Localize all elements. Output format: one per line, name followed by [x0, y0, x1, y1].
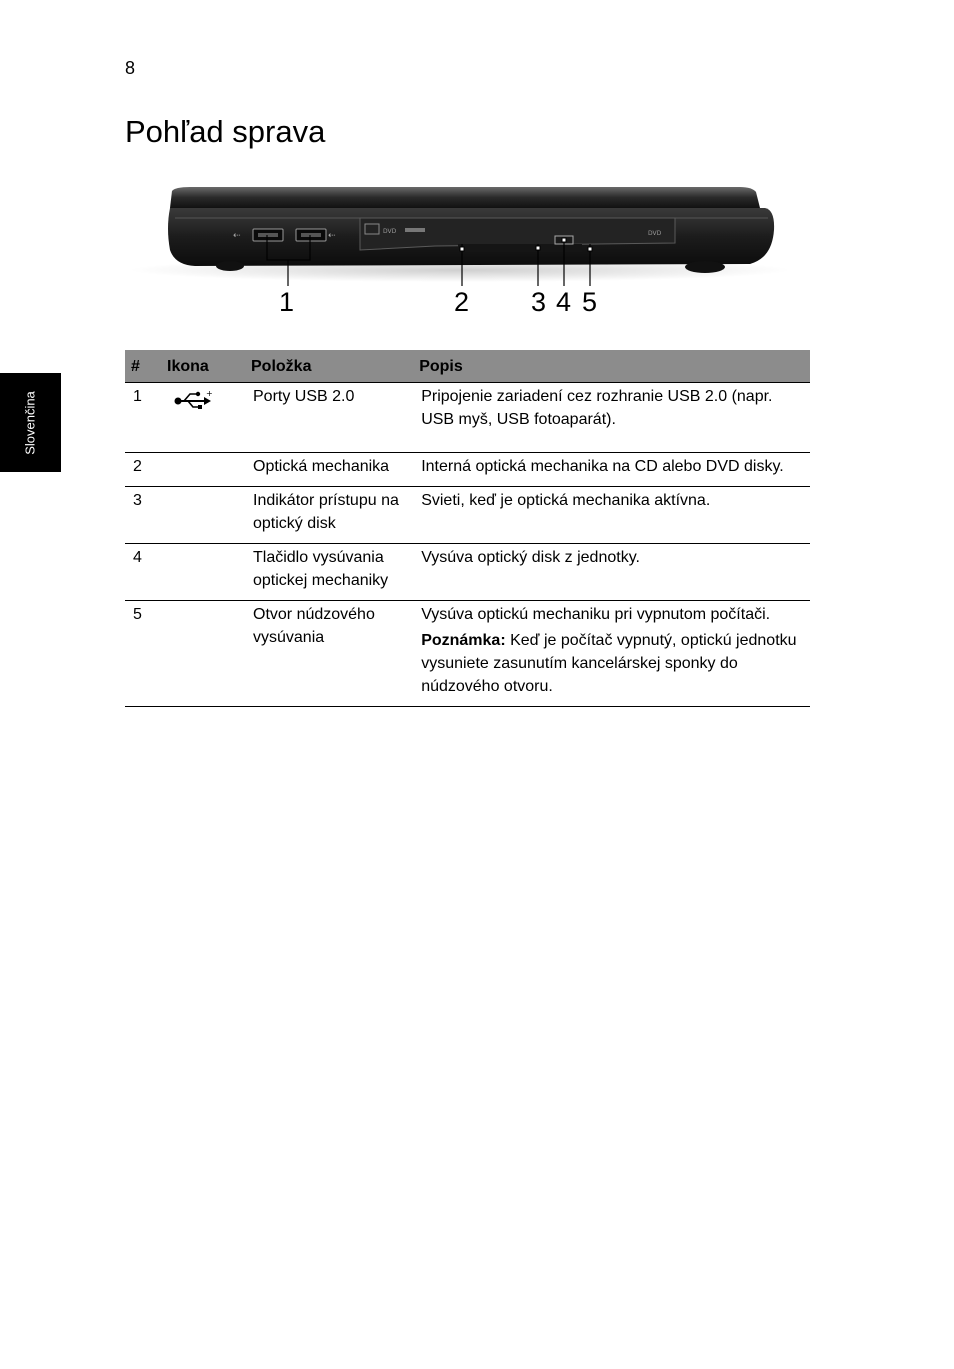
svg-text:⇠: ⇠ [328, 231, 336, 241]
header-desc: Popis [413, 350, 810, 383]
row-icon-cell [161, 487, 245, 544]
row-num: 3 [125, 487, 161, 544]
row-icon-cell [161, 544, 245, 601]
callout-3: 3 [531, 287, 547, 317]
callout-1: 1 [279, 287, 295, 317]
language-label: Slovenčina [22, 391, 38, 455]
row-desc: Vysúva optickú mechaniku pri vypnutom počítači. [421, 606, 771, 623]
svg-text:⇠: ⇠ [233, 231, 241, 241]
row-desc: Svieti, keď je optická mechanika aktívna. [413, 487, 810, 544]
row-icon-cell [161, 601, 245, 707]
row-item: Otvor núdzového vysúvania [245, 601, 413, 707]
svg-text:+: + [206, 389, 213, 398]
table-row [125, 544, 810, 601]
callout-5: 5 [582, 287, 598, 317]
row-icon-cell [161, 453, 245, 487]
note-text: Keď je počítač vypnutý, optickú jednotku vysuniete zasunutím kancelárskej sponky do núdzového otvoru. [421, 632, 797, 695]
svg-text:DVD: DVD [383, 228, 397, 235]
note-label: Poznámka: [421, 632, 506, 649]
row-item: Porty USB 2.0 [245, 383, 413, 453]
row-item: Tlačidlo vysúvania optickej mechaniky [245, 544, 413, 601]
callout-4: 4 [556, 287, 572, 317]
header-num: # [125, 350, 161, 383]
page-number: 8 [125, 58, 136, 78]
table-row [125, 383, 810, 453]
page-title: Pohľad sprava [125, 114, 326, 149]
language-side-tab [0, 373, 61, 472]
row-icon-cell [161, 383, 245, 453]
row-desc: Interná optická mechanika na CD alebo DVD disky. [413, 453, 810, 487]
ports-table [125, 350, 810, 707]
row-note [421, 629, 804, 698]
table-row [125, 453, 810, 487]
usb-icon [173, 389, 213, 418]
row-desc: Pripojenie zariadení cez rozhranie USB 2.0 (napr. USB myš, USB fotoaparát). [413, 383, 810, 453]
table-row [125, 601, 810, 707]
svg-text:DVD: DVD [648, 230, 662, 237]
row-num: 2 [125, 453, 161, 487]
callout-2: 2 [454, 287, 470, 317]
row-item: Optická mechanika [245, 453, 413, 487]
table-header-row [125, 350, 810, 383]
table-row [125, 487, 810, 544]
laptop-right-side-illustration [120, 178, 800, 328]
row-num: 1 [125, 383, 161, 453]
row-item: Indikátor prístupu na optický disk [245, 487, 413, 544]
row-num: 4 [125, 544, 161, 601]
row-desc: Vysúva optický disk z jednotky. [413, 544, 810, 601]
row-desc-cell [413, 601, 810, 707]
header-item: Položka [245, 350, 413, 383]
laptop-lid [170, 187, 760, 208]
row-num: 5 [125, 601, 161, 707]
header-icon: Ikona [161, 350, 245, 383]
